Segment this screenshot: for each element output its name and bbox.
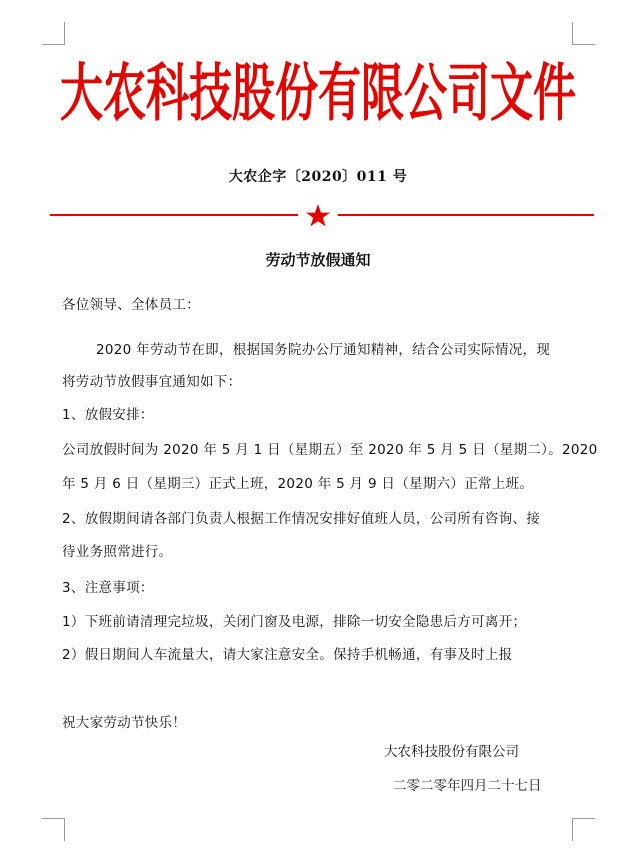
page-corner-mark-bottom-right — [572, 818, 595, 841]
intro-line-1: 2020 年劳动节在即，根据国务院办公厅通知精神，结合公司实际情况，现 — [96, 342, 551, 358]
closing-line: 祝大家劳动节快乐！ — [62, 715, 187, 731]
salutation: 各位领导、全体员工： — [62, 297, 200, 313]
signature-date: 二零二零年四月二十七日 — [393, 778, 542, 794]
red-star-icon — [305, 203, 331, 227]
section-3-item-1: 1）下班前请清理完垃圾，关闭门窗及电源，排除一切安全隐患后方可离开； — [62, 614, 527, 630]
notice-title: 劳动节放假通知 — [265, 251, 371, 269]
section-1-line-2: 年 5 月 6 日（星期三）正式上班，2020 年 5 月 9 日（星期六）正常上班。 — [62, 476, 534, 492]
header-rule-left — [50, 214, 298, 216]
header-rule-right — [338, 214, 594, 216]
intro-line-2: 将劳动节放假事宜通知如下： — [62, 374, 242, 390]
page-corner-mark-bottom-left — [42, 818, 65, 841]
section-2-line-2: 待业务照常进行。 — [62, 544, 173, 560]
section-1-heading: 1、放假安排： — [62, 407, 154, 423]
section-1-line-1: 公司放假时间为 2020 年 5 月 1 日（星期五）至 2020 年 5 月 5 日（星期二）。2020 — [62, 442, 598, 458]
document-number: 大农企字〔2020〕011 号 — [228, 169, 408, 185]
section-3-heading: 3、注意事项： — [62, 580, 154, 596]
section-3-item-2: 2）假日期间人车流量大，请大家注意安全。保持手机畅通，有事及时上报 — [62, 647, 513, 663]
section-2-line-1: 2、放假期间请各部门负责人根据工作情况安排好值班人员，公司所有咨询、接 — [62, 511, 541, 527]
signature-company: 大农科技股份有限公司 — [384, 744, 519, 760]
org-title: 大农科技股份有限公司文件 — [60, 57, 576, 131]
